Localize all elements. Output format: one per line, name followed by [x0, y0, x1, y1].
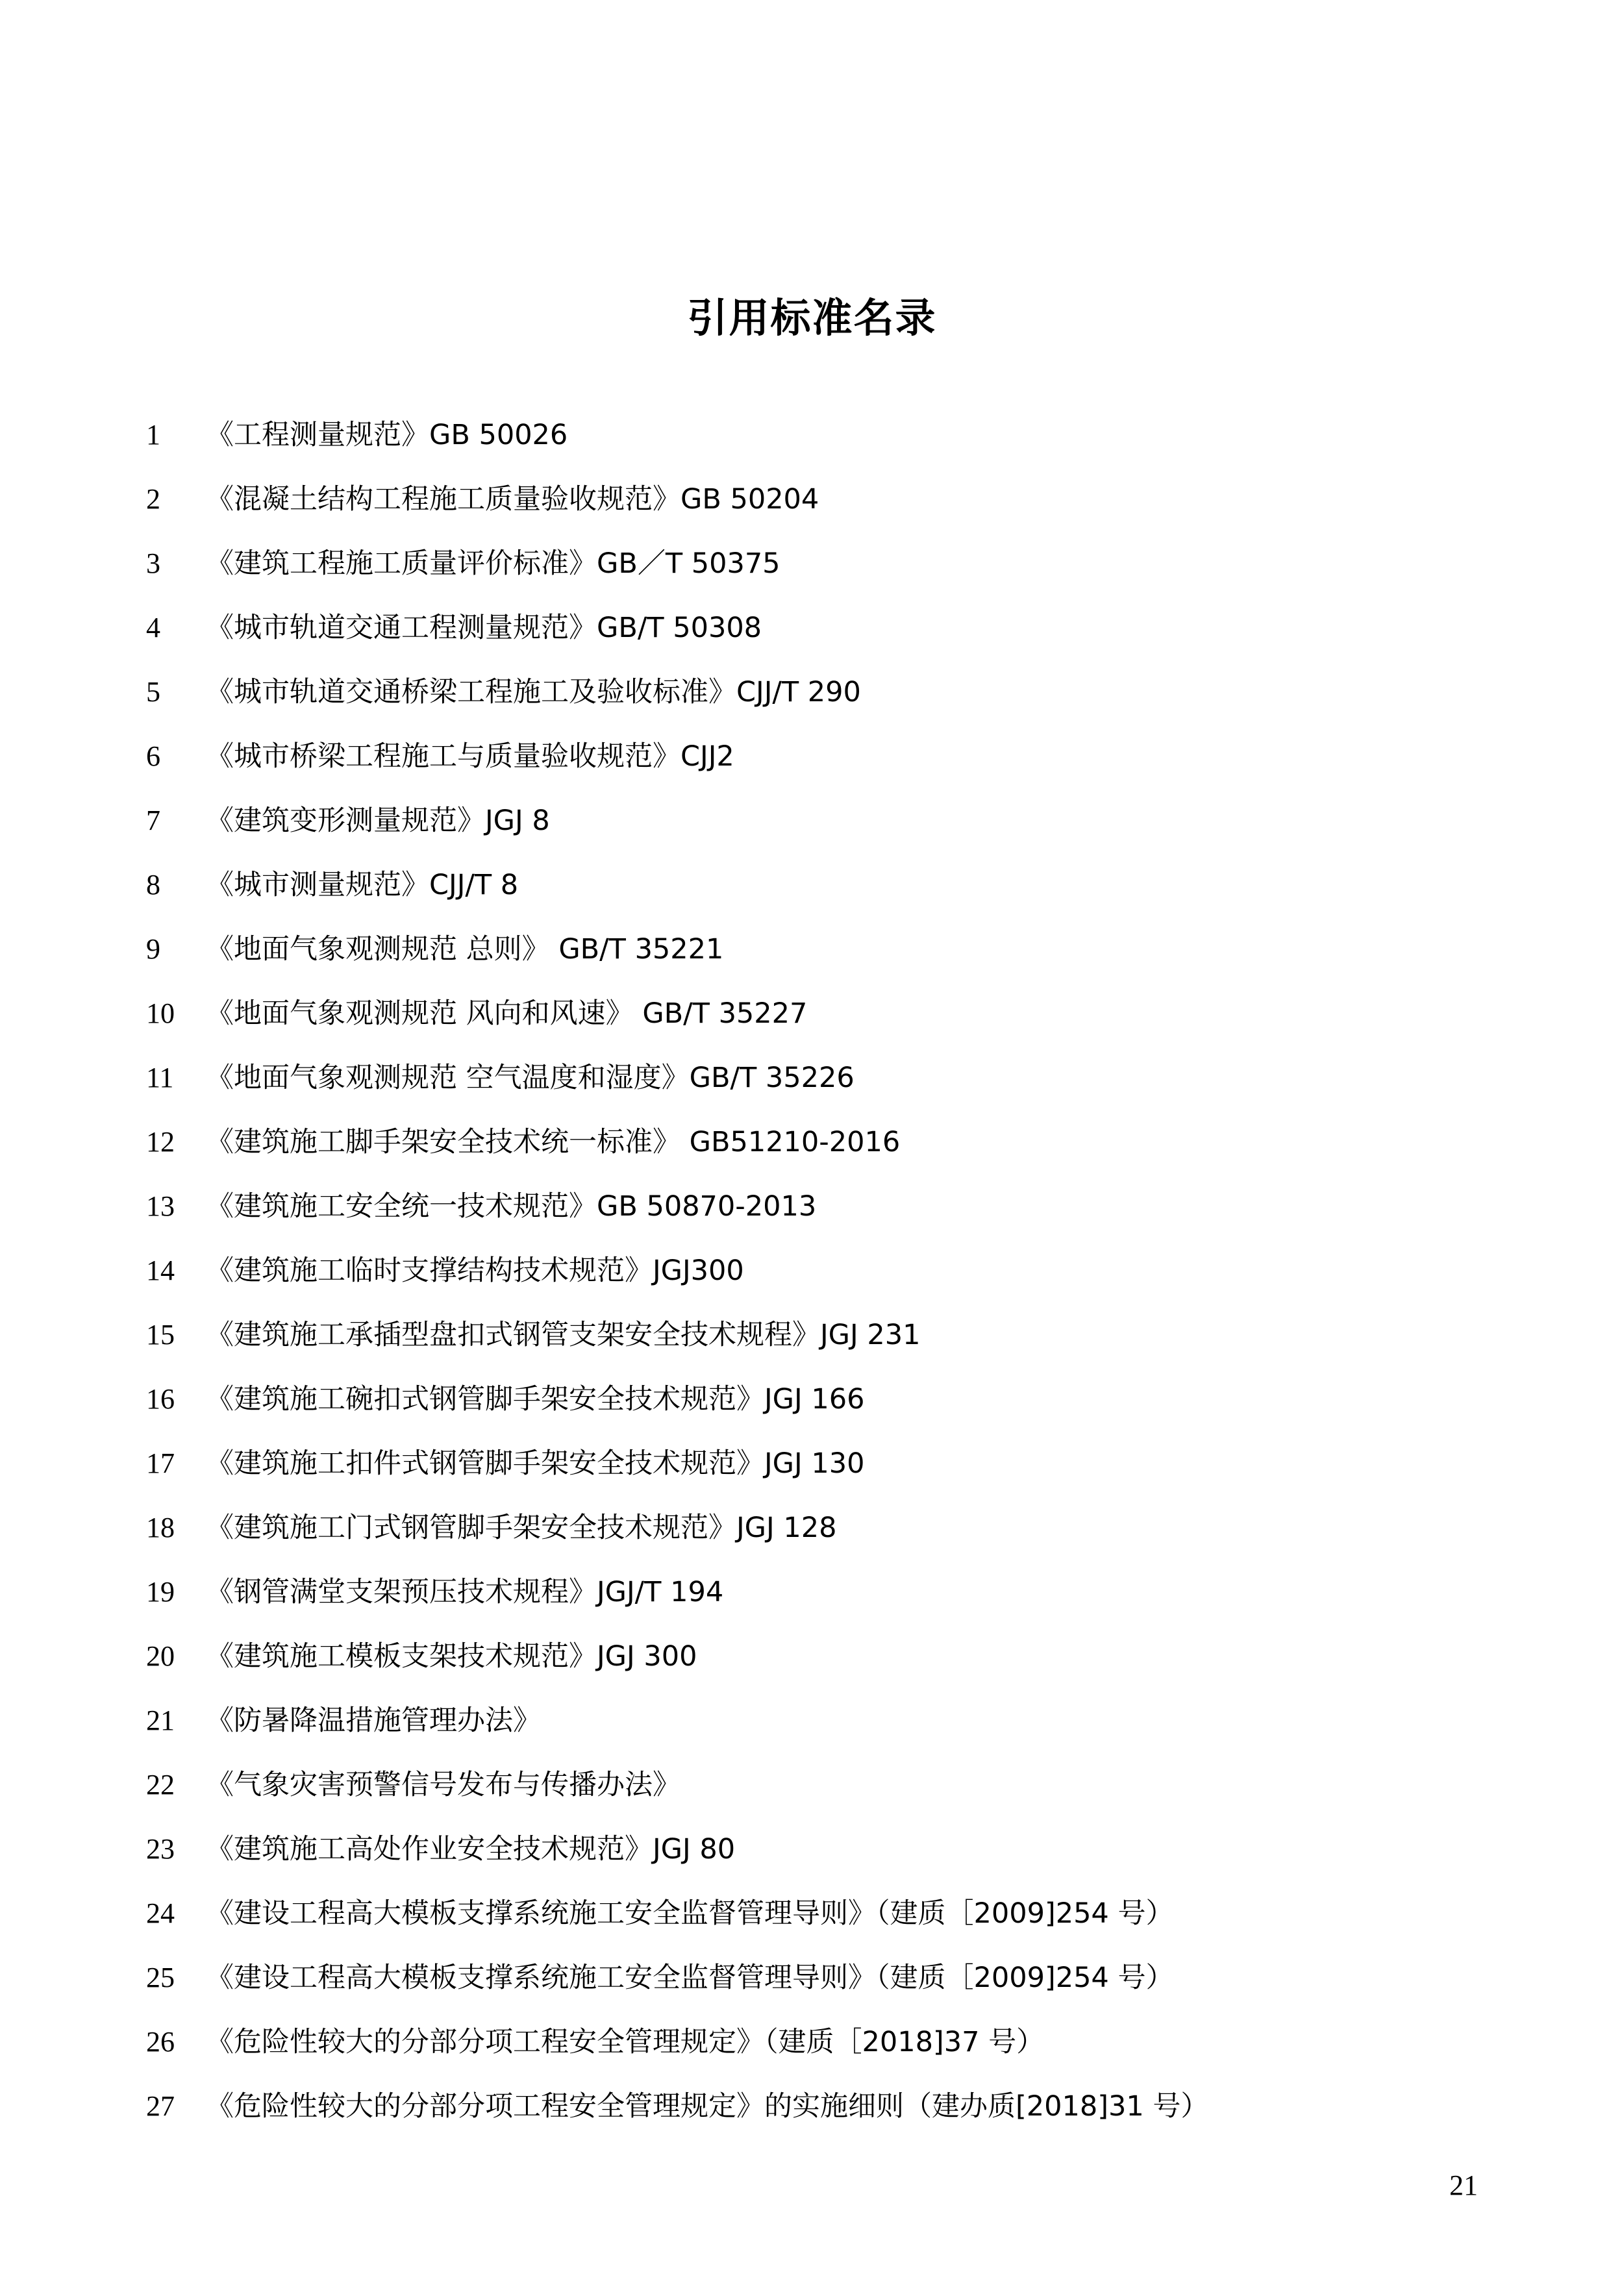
list-item-number: 13 — [146, 1190, 175, 1222]
list-item-text: 《城市轨道交通桥梁工程施工及验收标准》CJJ/T 290 — [206, 676, 861, 708]
list-item-text: 《城市桥梁工程施工与质量验收规范》CJJ2 — [206, 740, 734, 773]
list-item-number: 8 — [146, 869, 160, 901]
list-item — [146, 1688, 1497, 1753]
list-item-number: 18 — [146, 1512, 175, 1543]
list-item-number: 15 — [146, 1319, 175, 1351]
list-item-number: 14 — [146, 1254, 175, 1286]
list-item-text: 《城市轨道交通工程测量规范》GB/T 50308 — [206, 612, 762, 644]
list-item — [146, 1560, 1497, 1624]
list-item-text: 《地面气象观测规范 空气温度和湿度》GB/T 35226 — [206, 1062, 855, 1094]
list-item — [146, 1495, 1497, 1560]
list-item-text: 《建筑施工碗扣式钢管脚手架安全技术规范》JGJ 166 — [206, 1383, 865, 1416]
list-item-number: 11 — [146, 1062, 174, 1093]
list-item — [146, 1367, 1497, 1431]
list-item — [146, 917, 1497, 981]
list-item-text: 《危险性较大的分部分项工程安全管理规定》（建质［2018]37 号） — [206, 2026, 1045, 2058]
list-item-number: 3 — [146, 547, 160, 579]
list-item — [146, 1624, 1497, 1688]
list-item — [146, 724, 1497, 788]
list-item-text: 《地面气象观测规范 风向和风速》 GB/T 35227 — [206, 997, 808, 1030]
list-item-text: 《地面气象观测规范 总则》 GB/T 35221 — [206, 933, 724, 966]
list-item — [146, 1753, 1497, 1817]
list-item — [146, 1303, 1497, 1367]
list-item-number: 25 — [146, 1962, 175, 1993]
list-item-number: 23 — [146, 1833, 175, 1865]
list-item-text: 《建筑施工承插型盘扣式钢管支架安全技术规程》JGJ 231 — [206, 1319, 921, 1351]
reference-standard-list — [146, 403, 1497, 2138]
list-item-text: 《建筑施工扣件式钢管脚手架安全技术规范》JGJ 130 — [206, 1447, 865, 1480]
list-item-number: 4 — [146, 612, 160, 643]
list-item-text: 《钢管满堂支架预压技术规程》JGJ/T 194 — [206, 1576, 724, 1608]
list-item — [146, 1045, 1497, 1110]
list-item-number: 7 — [146, 805, 160, 836]
list-item-text: 《城市测量规范》CJJ/T 8 — [206, 869, 519, 901]
list-item-text: 《建筑施工脚手架安全技术统一标准》 GB51210-2016 — [206, 1126, 901, 1158]
list-item — [146, 981, 1497, 1045]
list-item-number: 20 — [146, 1640, 175, 1672]
page-number: 21 — [1449, 2169, 1478, 2201]
list-item — [146, 788, 1497, 853]
list-item-number: 6 — [146, 740, 160, 772]
list-item — [146, 1817, 1497, 1881]
list-item-number: 2 — [146, 483, 160, 515]
list-item-number: 27 — [146, 2090, 175, 2122]
list-item-number: 9 — [146, 933, 160, 965]
list-item-text: 《建设工程高大模板支撑系统施工安全监督管理导则》（建质［2009]254 号） — [206, 1962, 1174, 1994]
list-item-number: 16 — [146, 1383, 175, 1415]
list-item-text: 《建筑施工安全统一技术规范》GB 50870-2013 — [206, 1190, 817, 1223]
list-item — [146, 403, 1497, 467]
list-item-text: 《防暑降温措施管理办法》 — [206, 1704, 541, 1737]
list-item-text: 《建筑施工门式钢管脚手架安全技术规范》JGJ 128 — [206, 1512, 837, 1544]
list-item-text: 《混凝土结构工程施工质量验收规范》GB 50204 — [206, 483, 819, 516]
list-item — [146, 531, 1497, 595]
list-item-text: 《建设工程高大模板支撑系统施工安全监督管理导则》（建质［2009]254 号） — [206, 1897, 1174, 1930]
list-item-number: 21 — [146, 1704, 175, 1736]
list-item — [146, 1945, 1497, 2010]
list-item — [146, 1110, 1497, 1174]
list-item-text: 《危险性较大的分部分项工程安全管理规定》的实施细则（建办质[2018]31 号） — [206, 2090, 1209, 2123]
list-item-number: 12 — [146, 1126, 175, 1158]
list-item-text: 《建筑变形测量规范》JGJ 8 — [206, 805, 550, 837]
list-item — [146, 595, 1497, 660]
list-item — [146, 1881, 1497, 1945]
list-item-number: 26 — [146, 2026, 175, 2058]
list-item-number: 1 — [146, 419, 160, 451]
list-item-text: 《建筑施工临时支撑结构技术规范》JGJ300 — [206, 1254, 744, 1287]
list-item — [146, 2074, 1497, 2138]
list-item — [146, 660, 1497, 724]
list-item-text: 《工程测量规范》GB 50026 — [206, 419, 568, 451]
page-title: 引用标准名录 — [687, 294, 937, 342]
list-item — [146, 2010, 1497, 2074]
list-item-number: 10 — [146, 997, 175, 1029]
list-item-number: 24 — [146, 1897, 175, 1929]
list-item — [146, 1174, 1497, 1238]
list-item — [146, 1238, 1497, 1303]
list-item — [146, 467, 1497, 531]
list-item-text: 《气象灾害预警信号发布与传播办法》 — [206, 1769, 681, 1801]
list-item — [146, 853, 1497, 917]
list-item-number: 19 — [146, 1576, 175, 1608]
list-item-number: 17 — [146, 1447, 175, 1479]
list-item-number: 22 — [146, 1769, 175, 1801]
list-item — [146, 1431, 1497, 1495]
list-item-text: 《建筑施工高处作业安全技术规范》JGJ 80 — [206, 1833, 736, 1866]
list-item-number: 5 — [146, 676, 160, 708]
list-item-text: 《建筑施工模板支架技术规范》JGJ 300 — [206, 1640, 697, 1673]
list-item-text: 《建筑工程施工质量评价标准》GB／T 50375 — [206, 547, 781, 580]
